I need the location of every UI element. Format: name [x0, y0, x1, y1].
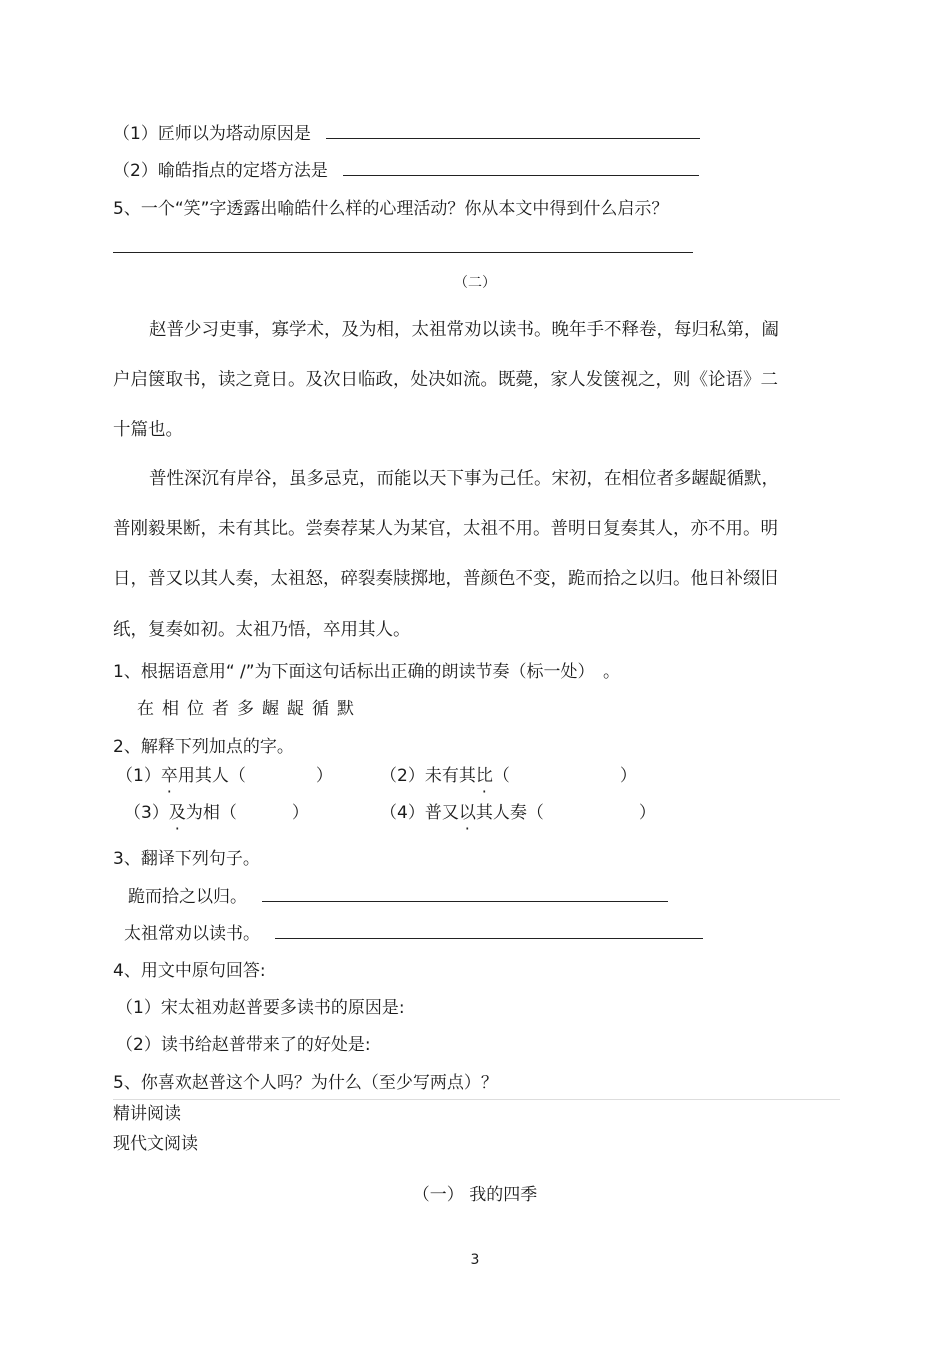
question-1-sentence: 在相位者多龌龊循默: [137, 699, 362, 719]
q2-item-2: （2）未有其比（ ）: [380, 766, 637, 786]
passage-line: 户启箧取书，读之竟日。及次日临政，处决如流。既薨，家人发箧视之，则《论语》二: [113, 370, 778, 390]
question-3: 3、翻译下列句子。: [113, 849, 260, 869]
question-4-2: [113, 159, 699, 183]
passage-line: 普性深沉有岸谷，虽多忌克，而能以天下事为己任。宋初，在相位者多龌龊循默，: [149, 469, 779, 489]
answer-line[interactable]: [113, 252, 693, 253]
divider: [113, 1099, 840, 1100]
passage-line: 纸，复奏如初。太祖乃悟，卒用其人。: [113, 620, 411, 640]
question-4: 4、用文中原句回答:: [113, 961, 266, 981]
passage-title: （一） 我的四季: [412, 1185, 538, 1205]
question-4-1-label: （1）匠师以为塔动原因是: [113, 124, 311, 144]
answer-blank[interactable]: [275, 922, 703, 939]
passage-line: 赵普少习吏事，寡学术，及为相，太祖常劝以读书。晚年手不释卷，每归私第，阖: [149, 320, 779, 340]
answer-blank[interactable]: [262, 885, 668, 902]
page-number: 3: [470, 1252, 480, 1268]
q3-sentence-a: 跪而拾之以归。: [128, 885, 668, 909]
section-title: （二）: [454, 275, 496, 291]
question-4-2-label: （2）喻皓指点的定塔方法是: [113, 161, 328, 181]
answer-blank[interactable]: [326, 122, 700, 139]
question-4-a: （1）宋太祖劝赵普要多读书的原因是:: [116, 998, 405, 1018]
q2-item-3: （3）及为相（ ）: [124, 803, 309, 823]
question-2: 2、解释下列加点的字。: [113, 737, 294, 757]
passage-line: 十篇也。: [113, 420, 183, 440]
question-4-b: （2）读书给赵普带来了的好处是:: [116, 1035, 371, 1055]
question-4-1: [113, 122, 700, 146]
passage-line: 普刚毅果断，未有其比。尝奏荐某人为某官，太祖不用。普明日复奏其人，亦不用。明: [113, 519, 778, 539]
question-1: 1、根据语意用“ /”为下面这句话标出正确的朗读节奏（标一处） 。: [113, 662, 621, 682]
question-5: 5、你喜欢赵普这个人吗？为什么（至少写两点）？: [113, 1073, 498, 1093]
heading-jingjiang: 精讲阅读: [113, 1104, 181, 1124]
question-5: 5、一个“笑”字透露出喻皓什么样的心理活动？你从本文中得到什么启示？: [113, 199, 669, 219]
answer-blank[interactable]: [343, 159, 699, 176]
passage-line: 日，普又以其人奏，太祖怒，碎裂奏牍掷地，普颜色不变，跪而拾之以归。他日补缀旧: [113, 569, 778, 589]
dotted-char: 比: [475, 766, 493, 786]
heading-modern-reading: 现代文阅读: [113, 1134, 198, 1154]
dotted-char: 及: [168, 803, 186, 823]
dotted-char: 卒: [160, 766, 178, 786]
q2-item-1: （1）卒用其人（ ）: [116, 766, 333, 786]
dotted-char: 以: [458, 803, 476, 823]
q3-sentence-b: 太祖常劝以读书。: [124, 922, 703, 946]
q2-item-4: （4）普又以其人奏（ ）: [380, 803, 656, 823]
